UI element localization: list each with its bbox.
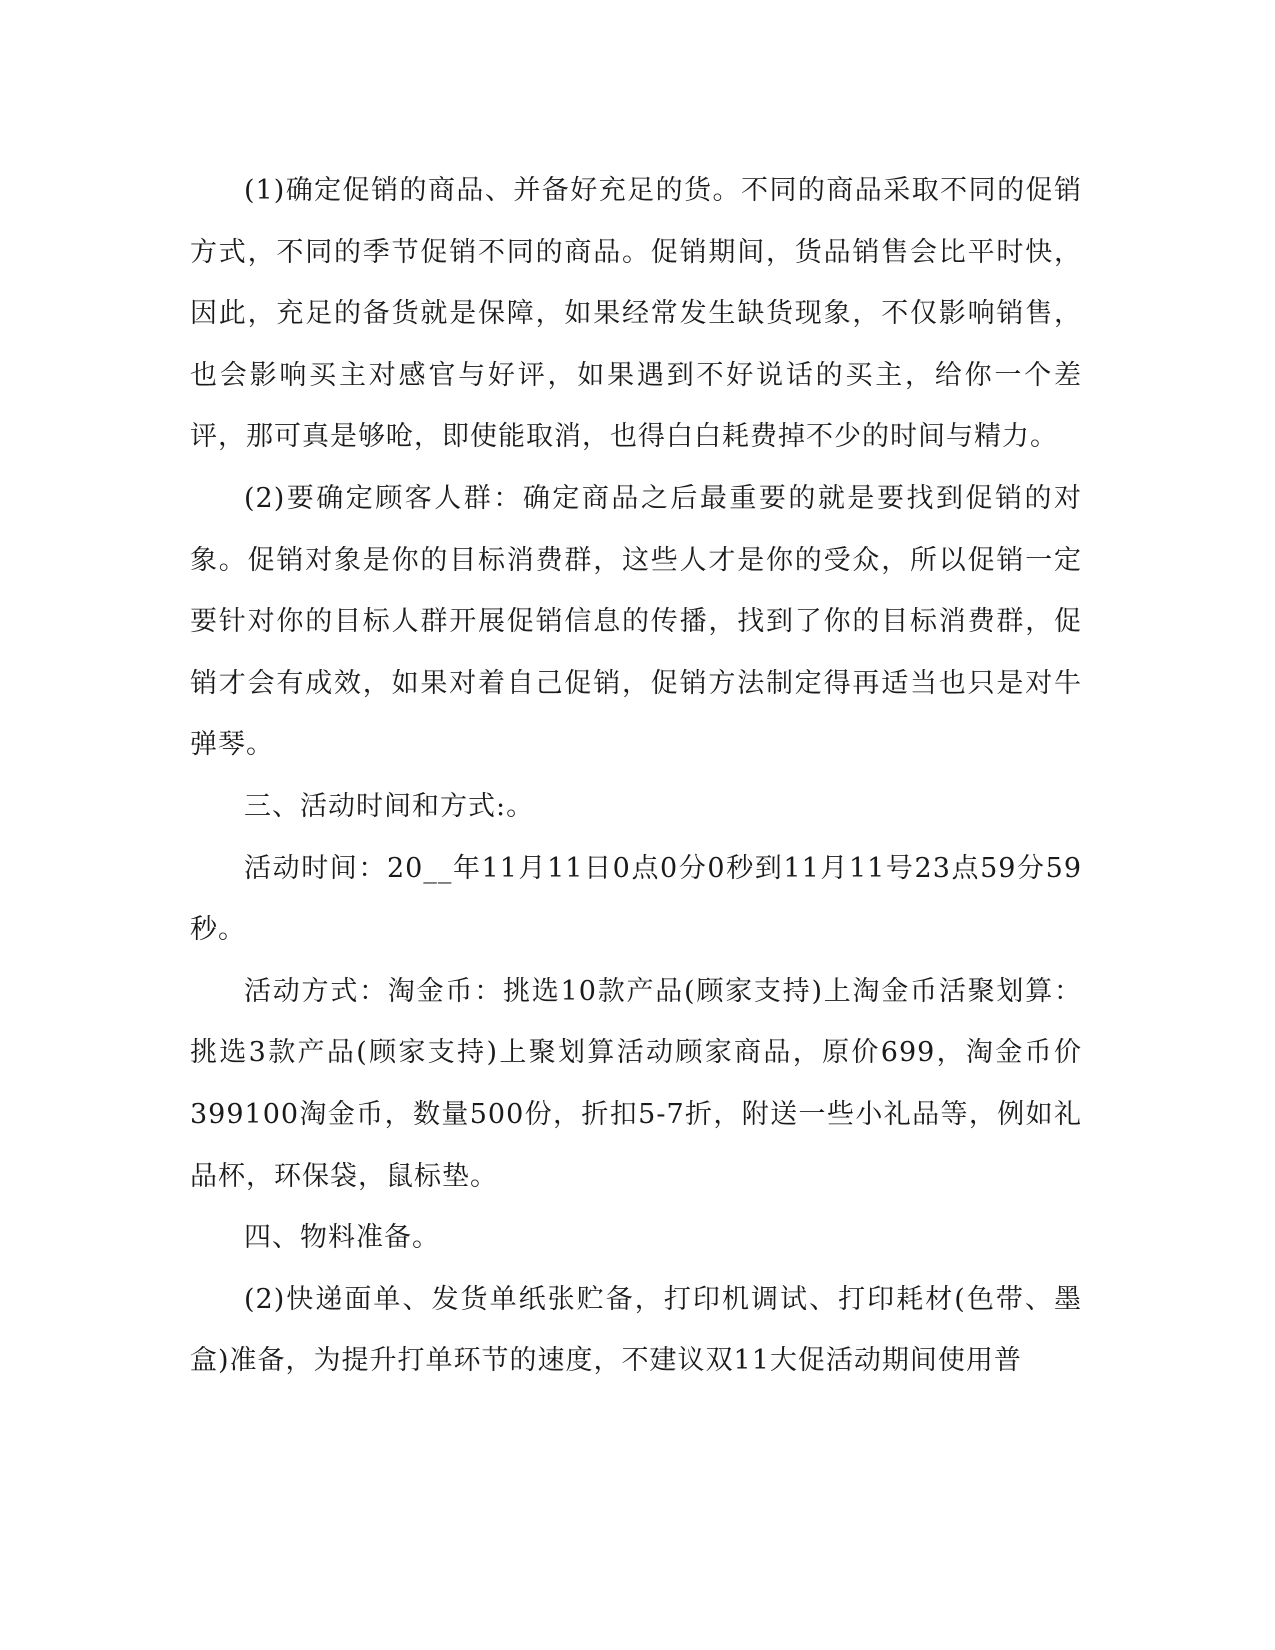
- paragraph-activity-time: 活动时间：20__年11月11日0点0分0秒到11月11号23点59分59秒。: [190, 852, 1082, 946]
- paragraph-target-customers: (2)要确定顾客人群：确定商品之后最重要的就是要找到促销的对象。促销对象是你的目标消费群，这些人才是你的受众，所以促销一定要针对你的目标人群开展促销信息的传播，找到了你的目标消费群，促销才会有成效，如果对着自己促销，促销方法制定得再适当也只是对牛弹琴。: [190, 482, 1082, 761]
- paragraph-shipping-materials: (2)快递面单、发货单纸张贮备，打印机调试、打印耗材(色带、墨盒)准备，为提升打单环节的速度，不建议双11大促活动期间使用普: [190, 1283, 1082, 1377]
- paragraph-prepare-goods: (1)确定促销的商品、并备好充足的货。不同的商品采取不同的促销方式，不同的季节促销不同的商品。促销期间，货品销售会比平时快，因此，充足的备货就是保障，如果经常发生缺货现象，不仅影响销售，也会影响买主对感官与好评，如果遇到不好说话的买主，给你一个差评，那可真是够呛，即使能取消，也得白白耗费掉不少的时间与精力。: [190, 175, 1082, 453]
- paragraph-activity-method: 活动方式：淘金币：挑选10款产品(顾家支持)上淘金币活聚划算：挑选3款产品(顾家支持)上聚划算活动顾家商品，原价699，淘金币价399100淘金币，数量500份，折扣5-7折，附送一些小礼品等，例如礼品杯，环保袋，鼠标垫。: [190, 975, 1082, 1192]
- section-heading-materials: 四、物料准备。: [244, 1222, 440, 1254]
- section-heading-activity-time: 三、活动时间和方式:。: [244, 790, 535, 822]
- document-body: [190, 160, 1082, 1392]
